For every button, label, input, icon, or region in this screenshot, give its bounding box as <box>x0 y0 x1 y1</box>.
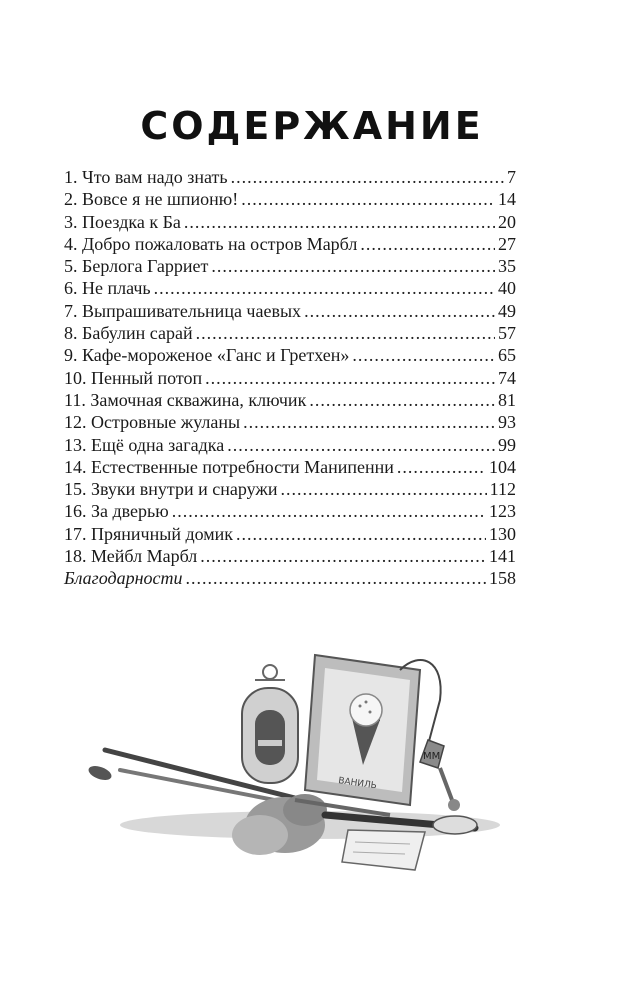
toc-entry-title: 10. Пенный потоп <box>64 367 203 388</box>
toc-leader-dots <box>227 434 495 456</box>
toc-entry-page: 130 <box>489 523 516 544</box>
toc-leader-dots <box>231 166 504 188</box>
toc-entry-page: 20 <box>498 211 516 232</box>
toc-entry-page: 49 <box>498 300 516 321</box>
toc-entry-title: 5. Берлога Гарриет <box>64 256 209 277</box>
toc-leader-dots <box>360 233 495 255</box>
toc-entry-title: Благодарности <box>64 568 183 589</box>
toc-leader-dots <box>200 545 486 567</box>
toc-entry <box>64 478 516 500</box>
page-title: СОДЕРЖАНИЕ <box>140 104 484 148</box>
toc-entry <box>64 188 516 210</box>
toc-entry-page: 14 <box>498 189 516 210</box>
toc-entry-page: 27 <box>498 233 516 254</box>
toc-entry <box>64 389 516 411</box>
toc-entry-title: 3. Поездка к Ба <box>64 211 181 232</box>
table-of-contents <box>64 166 516 590</box>
toc-leader-dots <box>211 255 495 277</box>
toc-entry-page: 57 <box>498 323 516 344</box>
toc-leader-dots <box>184 211 495 233</box>
still-life-illustration <box>80 640 520 890</box>
toc-entry <box>64 500 516 522</box>
toc-entry <box>64 277 516 299</box>
toc-entry <box>64 211 516 233</box>
toc-entry-title: 1. Что вам надо знать <box>64 167 228 187</box>
toc-leader-dots <box>196 322 495 344</box>
toc-leader-dots <box>186 567 487 589</box>
toc-entry-title: 9. Кафе-мороженое «Ганс и Гретхен» <box>64 345 350 366</box>
toc-leader-dots <box>154 277 495 299</box>
toc-entry-page: 81 <box>498 389 516 410</box>
toc-entry-title: 7. Выпрашивательница чаевых <box>64 300 302 321</box>
lantern-icon <box>242 665 298 783</box>
toc-leader-dots <box>241 188 495 210</box>
picture-frame-icon <box>305 655 420 805</box>
toc-leader-dots <box>243 411 495 433</box>
toc-entry-title: 13. Ещё одна загадка <box>64 434 225 455</box>
toc-leader-dots <box>205 367 495 389</box>
toc-entry <box>64 523 516 545</box>
toc-entry-title: 2. Вовсе я не шпионю! <box>64 189 239 210</box>
toc-entry-page: 40 <box>498 278 516 299</box>
toc-entry <box>64 166 516 188</box>
toc-entry-title: 14. Естественные потребности Манипенни <box>64 456 394 477</box>
toc-entry-title: 15. Звуки внутри и снаружи <box>64 479 278 500</box>
toc-entry-title: 12. Островные жуланы <box>64 412 241 433</box>
toc-entry <box>64 434 516 456</box>
toc-entry-page: 7 <box>507 167 516 187</box>
toc-entry-page: 93 <box>498 412 516 433</box>
toc-entry-page: 74 <box>498 367 516 388</box>
svg-text:ММ: ММ <box>423 751 441 762</box>
toc-entry <box>64 344 516 366</box>
toc-entry <box>64 567 516 589</box>
svg-text:ВАНИЛЬ: ВАНИЛЬ <box>337 776 378 792</box>
toc-entry-page: 99 <box>498 434 516 455</box>
toc-entry-title: 4. Добро пожаловать на остров Марбл <box>64 233 358 254</box>
toc-entry-title: 11. Замочная скважина, ключик <box>64 389 307 410</box>
toc-entry-title: 17. Пряничный домик <box>64 523 234 544</box>
toc-entry-page: 104 <box>489 456 516 477</box>
toc-entry-title: 18. Мейбл Марбл <box>64 546 198 567</box>
toc-leader-dots <box>397 456 486 478</box>
toc-entry-page: 112 <box>489 479 516 500</box>
toc-entry <box>64 456 516 478</box>
toc-leader-dots <box>172 500 486 522</box>
toc-entry-title: 8. Бабулин сарай <box>64 323 193 344</box>
toc-entry-page: 158 <box>489 568 516 589</box>
toc-entry <box>64 255 516 277</box>
toc-leader-dots <box>309 389 495 411</box>
toc-entry-page: 65 <box>498 345 516 366</box>
toc-entry-page: 35 <box>498 256 516 277</box>
toc-entry-title: 6. Не плачь <box>64 278 151 299</box>
toc-entry <box>64 300 516 322</box>
card-icon <box>342 830 425 870</box>
toc-entry-page: 141 <box>489 546 516 567</box>
toc-leader-dots <box>280 478 486 500</box>
toc-entry <box>64 233 516 255</box>
toc-entry <box>64 322 516 344</box>
toc-entry <box>64 367 516 389</box>
toc-leader-dots <box>352 344 495 366</box>
toc-entry-title: 16. За дверью <box>64 501 169 522</box>
toc-leader-dots <box>236 523 486 545</box>
toc-entry <box>64 411 516 433</box>
toc-leader-dots <box>304 300 495 322</box>
toc-entry <box>64 545 516 567</box>
toc-entry-page: 123 <box>489 501 516 522</box>
